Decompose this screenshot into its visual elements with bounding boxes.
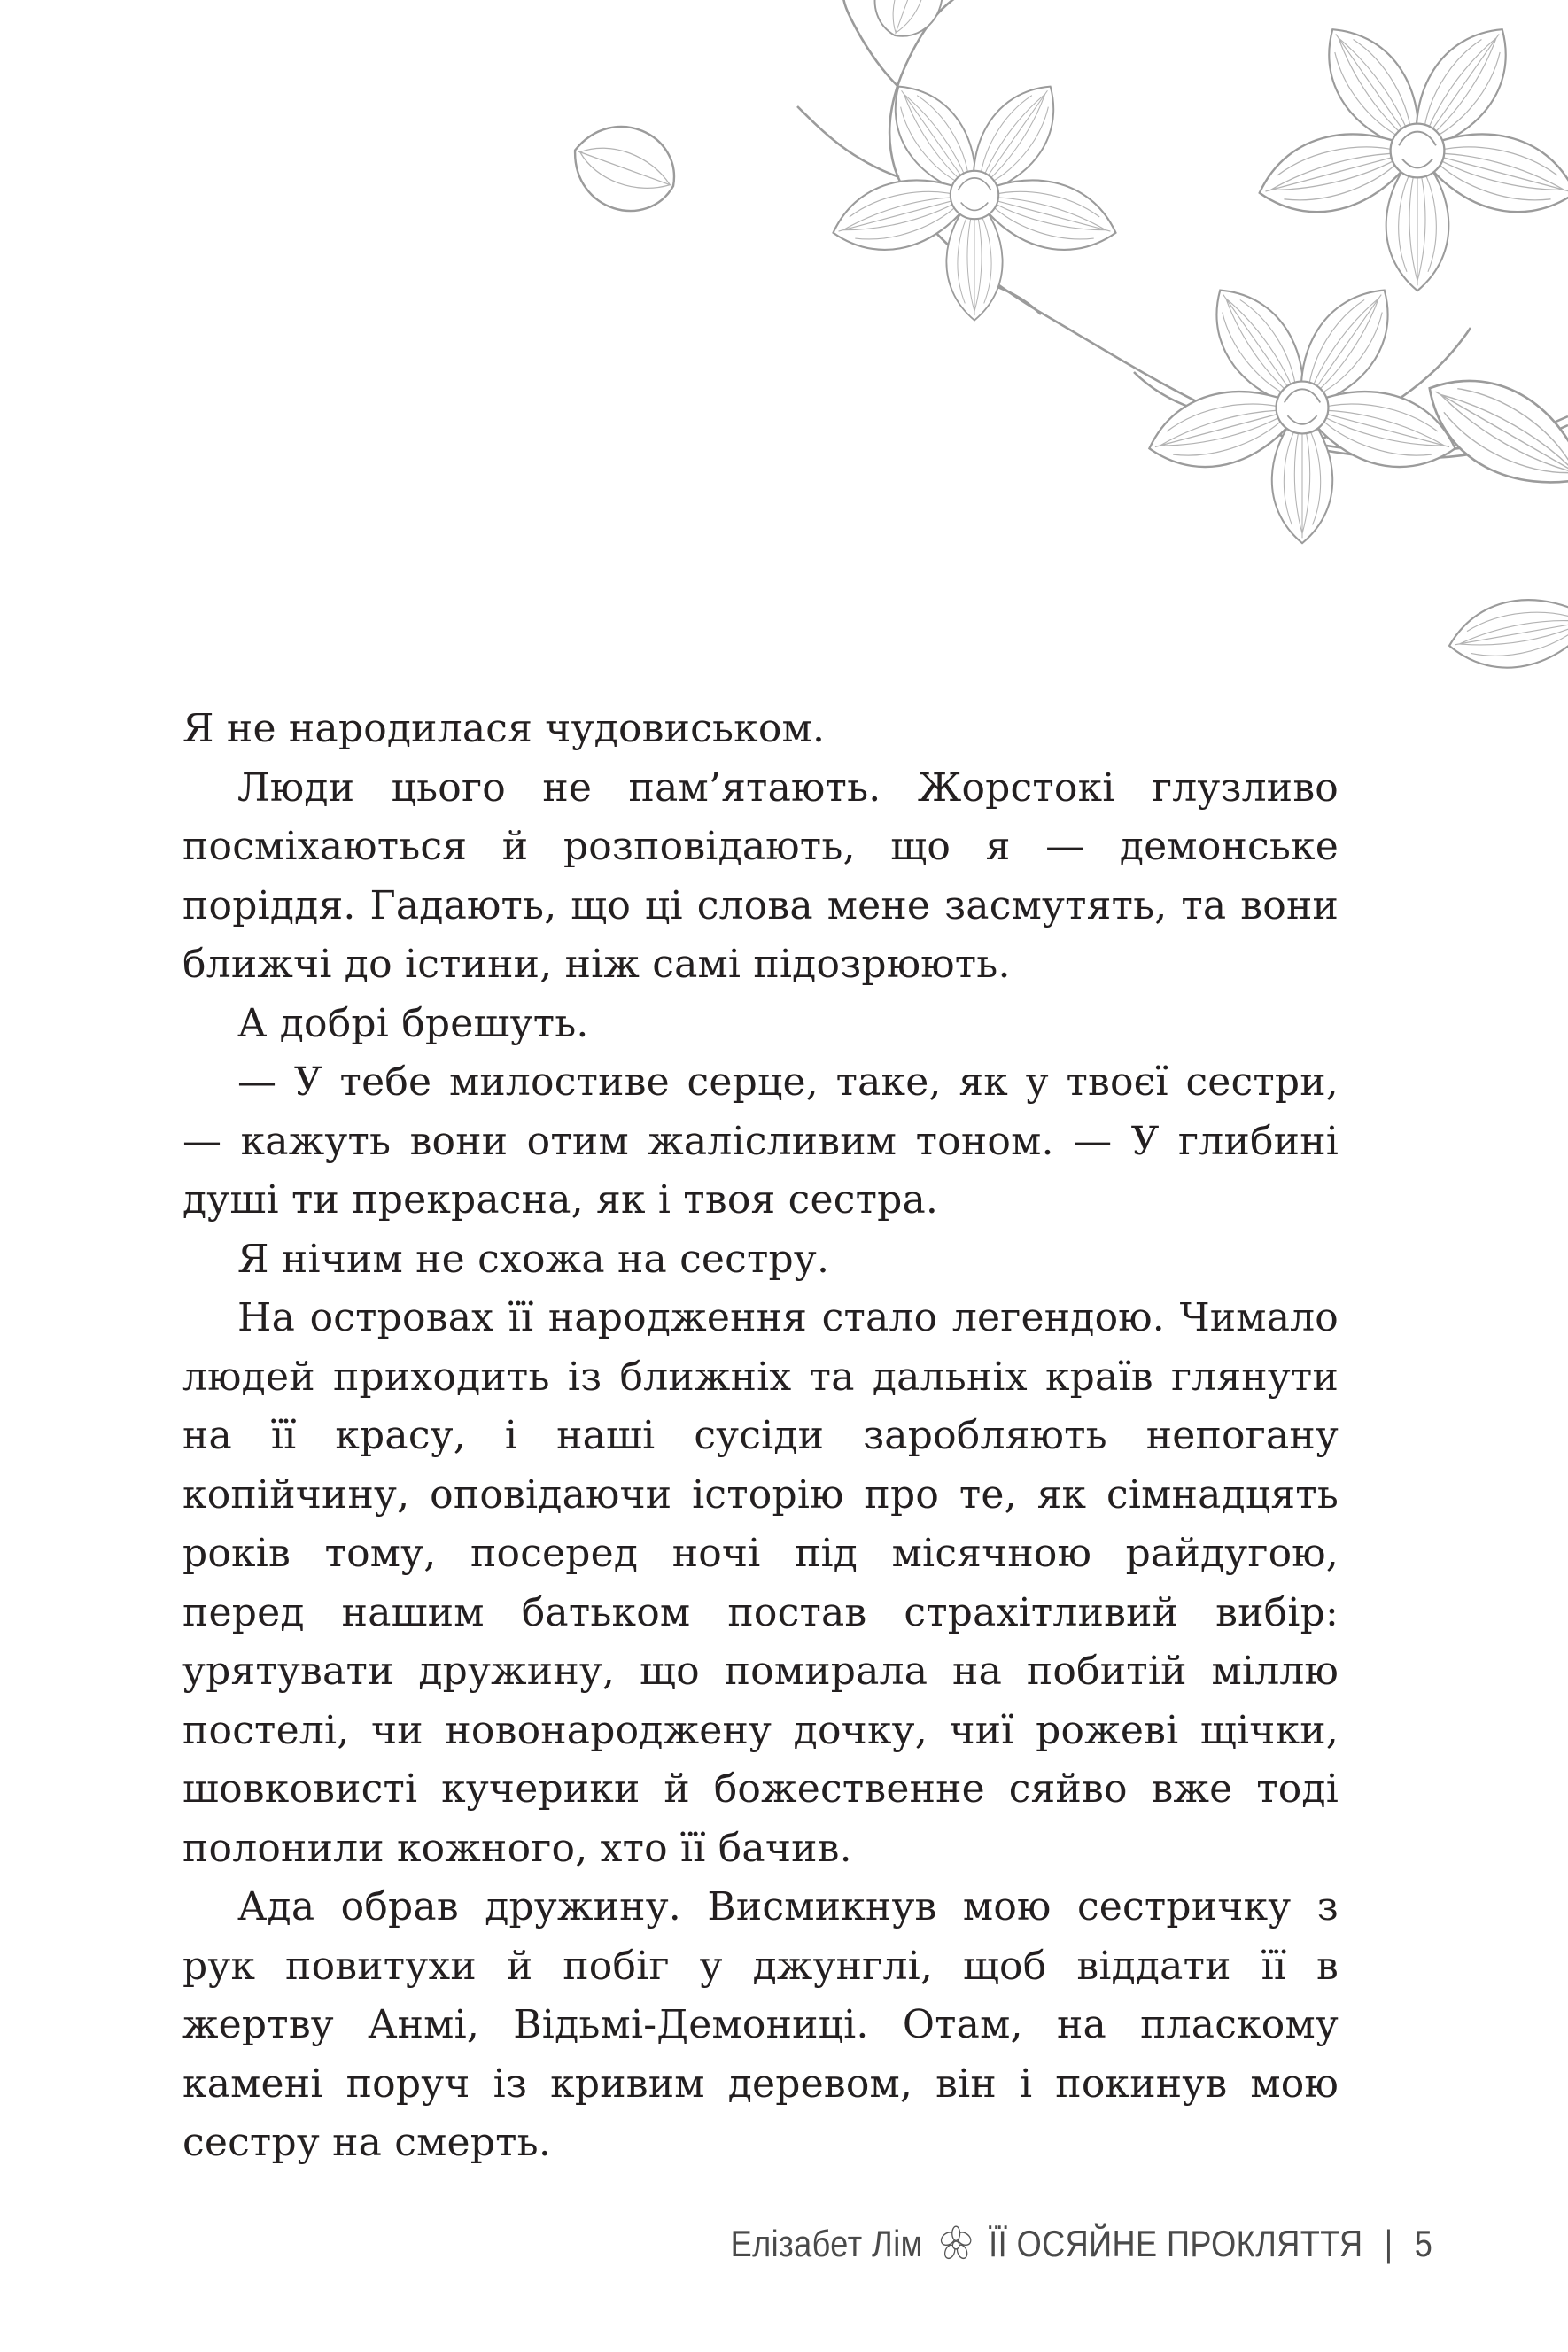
paragraph: На островах її народження стало легендою. Чимало людей приходить із ближніх та дальніх країв глянути на її красу, і наші сусіди заробляють непогану копійчину, оповідаючи історію про те, як сімнадцять років тому, посеред ночі під місячною райдугою, перед нашим батьком постав страхітливий вибір: урятувати дружину, що помирала на побитій міллю постелі, чи новонароджену дочку, чиї рожеві щічки, шовковисті кучерики й божественне сяйво вже тоді полонили кожного, хто її бачив. <box>182 1295 1339 1871</box>
running-footer <box>730 2215 1433 2270</box>
paragraph: Люди цього не пам’ятають. Жорстокі глузливо посміхаються й розповідають, що я — демонське поріддя. Гадають, що ці слова мене засмутять, та вони ближчі до істини, ніж самі підозрюють. <box>182 765 1339 987</box>
orchid-illustration <box>0 0 1568 691</box>
orchid-icon <box>937 2224 975 2263</box>
paragraph: Ада обрав дружину. Висмикнув мою сестричку з рук повитухи й побіг у джунглі, щоб віддати її в жертву Анмі, Відьмі-Демониці. Отам, на пласкому камені поруч із кривим деревом, він і покинув мою сестру на смерть. <box>182 1884 1339 2165</box>
page-body <box>182 700 1339 2173</box>
paragraph: Я не народилася чудовиськом. <box>182 706 826 751</box>
paragraph: Я нічим не схожа на сестру. <box>237 1236 830 1282</box>
footer-author: Елізабет Лім <box>730 2222 923 2264</box>
paragraph: — У тебе милостиве серце, таке, як у твоєї сестри, — кажуть вони отим жалісливим тоном. — У глибині душі ти прекрасна, як і твоя сестра. <box>182 1060 1339 1223</box>
footer-book-title: ЇЇ ОСЯЙНЕ ПРОКЛЯТТЯ <box>989 2222 1363 2264</box>
page-number: 5 <box>1414 2222 1433 2264</box>
footer-separator: | <box>1384 2222 1393 2264</box>
paragraph: А добрі брешуть. <box>237 1000 589 1046</box>
